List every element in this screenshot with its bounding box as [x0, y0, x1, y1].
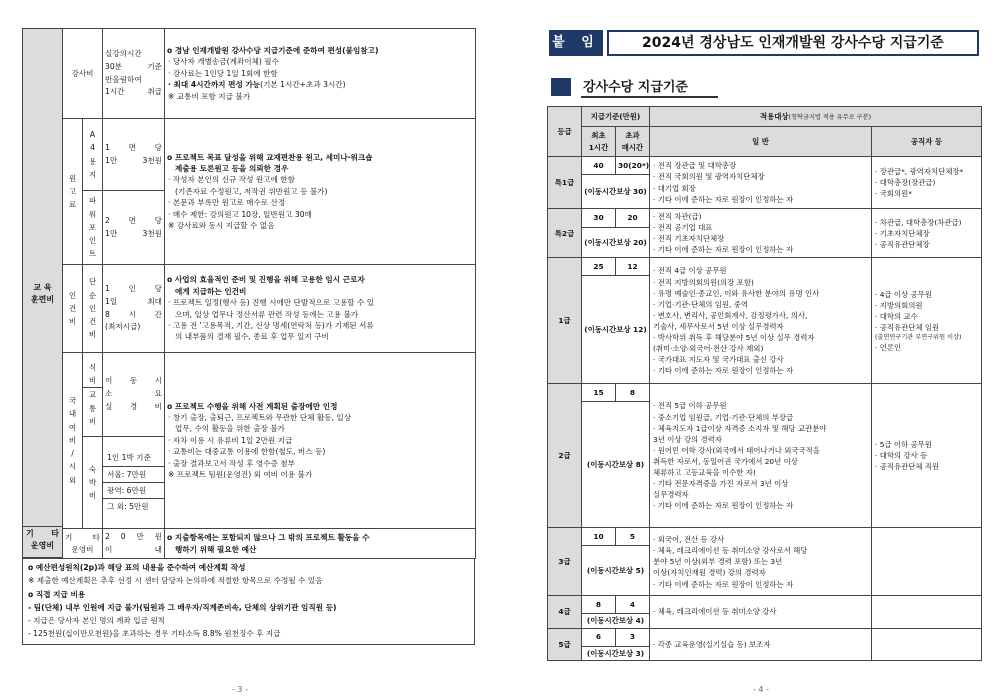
general-target-item: · 기타 이에 준하는 자로 원장이 인정하는 자 [653, 579, 794, 589]
general-target-item: · 전직 국회의원 및 광역자치단체장 [653, 172, 765, 182]
first-hour-fee: 10 [582, 528, 616, 546]
lecturer-fee-description: o 경남 인재개발원 강사수당 지급기준에 준하여 편성(붙임참고) · 당사자 개별송금(계좌이체) 필수 · 강사료는 1인당 1일 1회에 한함 · 최대 4시간까지 편성 가능(기본 1시간+초과 3시간) ※ 교통비 포함 지급 불가 [165, 29, 476, 119]
general-target-item: · 기타 전문자격증을 가진 자로서 3년 이상 [653, 479, 789, 489]
first-hour-fee: 8 [582, 596, 616, 614]
public-target-item: · 5급 이하 공무원 [875, 440, 932, 450]
travel-time-compensation: (이동시간보상 20) [582, 227, 650, 258]
simple-labor-label: 단 순 인 건 비 [83, 265, 103, 353]
annex-title: 2024년 경상남도 인재개발원 강사수당 지급기준 [607, 30, 979, 56]
header-public-official: 공직자 등 [872, 127, 982, 157]
extra-hour-fee: 12 [616, 258, 650, 276]
manuscript-fee-description: o 프로젝트 목표 달성을 위해 교재편찬용 원고, 세미나·워크숍 제출용 토론원고 등을 의뢰한 경우 · 작성자 본인의 신규 작성 원고에 한함 (기존자료 수정원고, 저작권 위반원고 등 불가) · 본문과 부록만 원고로 매수로 산정 · 매수 제한: 강의원고 10장, 일반원고 30매 ※ 강사료와 동시 지급할 수 없음 [165, 119, 476, 265]
grade-row [548, 528, 982, 546]
travel-time-compensation: (이동시간보상 30) [582, 175, 650, 209]
other-operating-category: 기 타 운영비 [22, 526, 63, 558]
header-grade: 등급 [548, 107, 582, 157]
grade-row [548, 258, 982, 276]
public-target-list [872, 384, 982, 528]
lodging-amounts: 1인 1박 기준 서울: 7만원 광역: 6만원 그 외: 5만원 [103, 437, 165, 529]
grade-row [548, 596, 982, 614]
public-target-item: · 4급 이상 공무원 [875, 289, 932, 299]
page-number-left: - 3 - [232, 685, 248, 694]
general-target-list [650, 628, 872, 660]
grade-row [548, 157, 982, 175]
public-target-item: · 기초자치단체장 [875, 228, 930, 238]
general-target-item: · 박사학위 취득 후 해당분야 5년 이상 실무 경력자 [653, 333, 815, 343]
other-operating-label: 기 타 운영비 [63, 529, 103, 559]
budget-notes: o 예산편성원칙(2p)과 해당 표의 내용을 준수하여 예산계획 작성 ※ 제출한 예산계획은 추후 선정 시 센터 담당자 논의하에 적절한 항목으로 수정될 수 있음 o 직접 지급 비용 - 팀(단체) 내부 인원에 지급 불가(팀원과 그 배우자/직계존비속, 단체의 상위기관 임직원 등) - 지급은 당사자 본인 명의 계좌 입금 원칙 - 125천원(십이만오천원)을 초과하는 경우 기타소득 8.8% 원천징수 후 지급 [22, 558, 475, 645]
public-target-item: · 차관급, 대학총장(차관급) [875, 217, 962, 227]
grade-row [548, 628, 982, 646]
header-general: 일 반 [650, 127, 872, 157]
general-target-item: · 전직 5급 이하 공무원 [653, 401, 727, 411]
first-hour-fee: 30 [582, 209, 616, 228]
public-target-item: · 국회의원* [875, 189, 912, 199]
extra-hour-fee: 3 [616, 628, 650, 646]
general-target-item: · 전직 기초자치단체장 [653, 234, 725, 244]
grade-row [548, 209, 982, 228]
grade-label: 2급 [548, 384, 582, 528]
general-target-item: · 기타 이에 준하는 자로 원장이 인정하는 자 [653, 194, 794, 204]
first-hour-fee: 40 [582, 157, 616, 175]
general-target-item: 체류하고 고등교육을 이수한 자) [653, 468, 756, 478]
lecturer-fee-table [547, 106, 982, 661]
public-target-list [872, 258, 982, 384]
public-target-list [872, 157, 982, 209]
general-target-item: · 대기업 회장 [653, 183, 696, 193]
general-target-list [650, 596, 872, 628]
extra-hour-fee: 4 [616, 596, 650, 614]
travel-time-compensation: (이동시간보상 3) [582, 646, 650, 660]
extra-hour-fee: 20 [616, 209, 650, 228]
general-target-item: 기술사, 세무사로서 5년 이상 실무경력자 [653, 321, 784, 331]
general-target-item: · 변호사, 변리사, 공인회계사, 감정평가사, 의사, [653, 310, 808, 320]
general-target-item: · 기타 이에 준하는 자로 원장이 인정하는 자 [653, 366, 794, 376]
public-target-item: · 공직유관단체 직원 [875, 462, 940, 472]
travel-time-compensation: (이동시간보상 5) [582, 546, 650, 596]
general-target-item: · 기업·기관·단체의 임원, 중역 [653, 299, 748, 309]
budget-table [22, 28, 476, 559]
lecturer-fee-amount: 실강의시간 30분 기준 반올림하여 1시간 취급 [103, 29, 165, 119]
public-target-list [872, 628, 982, 660]
general-target-item: 분야 5년 이상(외부 경력 포함) 또는 3년 [653, 557, 783, 567]
header-extra-hour: 초과 매시간 [616, 127, 650, 157]
grade-label: 4급 [548, 596, 582, 628]
public-target-item: · 대학의 교수 [875, 311, 918, 321]
powerpoint-amount: 2 면 당 1만 3천원 [103, 191, 165, 265]
domestic-travel-label: 국 내 여 비 / 시 외 [63, 353, 83, 529]
lecturer-fee-label: 강사비 [63, 29, 103, 119]
travel-description: o 프로젝트 수행을 위해 사전 계획된 출장에만 인정 · 창기 출장, 출퇴근, 프로젝트와 무관한 단체 활동, 일상 업무, 수익 활동을 위한 출장 불가 · 자차 이용 시 유류비 1일 2만원 지급 · 교통비는 대중교통 이용에 한함(철도, 버스 등) · 출장 결과보고서 작성 후 영수증 첨부 ※ 프로젝트 팀원(운영진) 외 여비 이용 불가 [165, 353, 476, 529]
public-target-item: · 공직유관단체 임원 [875, 322, 940, 332]
other-operating-amount: 2 0 만 원 이 내 [103, 529, 165, 559]
transport-amount: 이 동 시 소 요 실 경 비 [103, 353, 165, 437]
labor-amount: 1 인 당 1일 최대 8 시 간 (최저시급) [103, 265, 165, 353]
general-target-item: · 기타 이에 준하는 자로 원장이 인정하는 자 [653, 245, 794, 255]
general-target-list [650, 209, 872, 258]
extra-hour-fee: 5 [616, 528, 650, 546]
first-hour-fee: 6 [582, 628, 616, 646]
general-target-item: · 전직 차관(급) [653, 212, 702, 221]
labor-cost-label: 인 건 비 [63, 265, 83, 353]
extra-hour-fee: 8 [616, 384, 650, 402]
general-target-item: · 체육, 레크리에이션 등 취미소양 강사로서 해당 [653, 546, 808, 556]
manuscript-fee-label: 원 고 료 [63, 119, 83, 265]
general-target-list [650, 157, 872, 209]
a4-paper-label: A 4 용 지 [83, 119, 103, 191]
general-target-item: 3년 이상 강의 경력자 [653, 434, 722, 444]
general-target-item: · 국가대표 지도자 및 국가대표 출신 강사 [653, 355, 784, 365]
public-target-list [872, 528, 982, 596]
general-target-item: · 전직 공기업 대표 [653, 223, 713, 233]
a4-amount: 1 면 당 1만 3천원 [103, 119, 165, 191]
general-target-item: · 전직 장관급 및 대학총장 [653, 161, 737, 171]
powerpoint-label: 파 워 포 인 트 [83, 191, 103, 265]
grade-label: 1급 [548, 258, 582, 384]
general-target-item: · 전직 지방의회의원(의장 포함) [653, 277, 754, 287]
travel-time-compensation: (이동시간보상 12) [582, 276, 650, 384]
public-target-list [872, 209, 982, 258]
general-target-list [650, 384, 872, 528]
header-pay-standard: 지급기준(만원) [582, 107, 650, 127]
public-target-item: · 지방의회의원 [875, 300, 923, 310]
general-target-item: 취득한 자로서, 동일어권 국가에서 20년 이상 [653, 456, 798, 466]
grade-label: 5급 [548, 628, 582, 660]
other-operating-description: o 지출항목에는 포함되지 않으나 그 밖의 프로젝트 활동을 수 행하기 위해 필요한 예산 [165, 529, 476, 559]
public-target-item: · 장관급*, 광역자치단체장* [875, 166, 964, 176]
general-target-item: · 외국어, 전산 등 강사 [653, 535, 725, 545]
section-title: 강사수당 지급기준 [581, 76, 718, 98]
public-target-item: (출연연구기관 부연구위원 이상) [875, 333, 962, 341]
general-target-item: (취미·소양·외국어·전산 강사 제외) [653, 344, 764, 354]
general-target-item: 이상(자치인재원 경력) 강의 경력자 [653, 568, 766, 578]
annex-badge: 붙 임 [549, 30, 603, 56]
grade-row [548, 384, 982, 402]
general-target-list [650, 258, 872, 384]
public-target-list [872, 596, 982, 628]
edu-cost-label: 교 육 훈련비 [30, 282, 55, 304]
travel-time-compensation: (이동시간보상 8) [582, 402, 650, 528]
grade-label: 특2급 [548, 209, 582, 258]
general-target-item: · 기타 이에 준하는 자로 원장이 인정하는 자 [653, 501, 794, 511]
general-target-item: · 원어민 어학 강사(외국에서 태어나거나 외국국적을 [653, 445, 820, 455]
public-target-item: · 언론인 [875, 343, 902, 353]
general-target-item: · 각종 교육운영(실기실습 등) 보조자 [653, 639, 771, 649]
section-marker-icon [551, 78, 571, 96]
grade-label: 3급 [548, 528, 582, 596]
general-target-item: · 전직 4급 이상 공무원 [653, 266, 727, 276]
first-hour-fee: 15 [582, 384, 616, 402]
general-target-item: · 체육지도자 1급이상 자격증 소지자 및 해당 교관분야 [653, 423, 827, 433]
travel-time-compensation: (이동시간보상 4) [582, 614, 650, 628]
general-target-item: · 체육, 레크리에이션 등 취미소양 강사 [653, 607, 777, 617]
header-first-hour: 최초 1시간 [582, 127, 616, 157]
grade-label: 특1급 [548, 157, 582, 209]
right-page [503, 0, 1006, 696]
general-target-item: 실무경력자 [653, 490, 689, 500]
public-target-item: · 대학총장(장관급) [875, 177, 936, 187]
public-target-item: · 대학의 강사 등 [875, 451, 928, 461]
labor-cost-description: o 사업의 효율적인 준비 및 진행을 위해 고용한 임시 근로자 에게 지급하는 인건비 · 프로젝트 일정(행사 등) 진행 시에만 단발적으로 고용할 수 있 으며, 일상 업무나 정산서류 관련 작성 등에는 고용 불가 · 고용 전 '고용목적, 기간, 신상 명세(연락처 등)가 기재된 서류 의 내부품의 결재 필수, 종료 후 업무 일지 구비 [165, 265, 476, 353]
meal-transport-label: 식 비 교 통 비 [83, 353, 103, 437]
public-target-item: · 공직유관단체장 [875, 239, 930, 249]
lodging-label: 숙 박 비 [83, 437, 103, 529]
edu-cost-category [23, 29, 63, 559]
general-target-item: · 중소기업 임원급, 기업·기관·단체의 부장급 [653, 412, 794, 422]
first-hour-fee: 25 [582, 258, 616, 276]
general-target-list [650, 528, 872, 596]
general-target-item: · 유명 예술인·종교인, 이와 유사한 분야의 유명 인사 [653, 288, 820, 298]
page-number-right: - 4 - [753, 685, 769, 694]
header-target: 적용대상(청탁금지법 적용 유무로 구분) [650, 107, 982, 127]
extra-hour-fee: 30(20*) [616, 157, 650, 175]
